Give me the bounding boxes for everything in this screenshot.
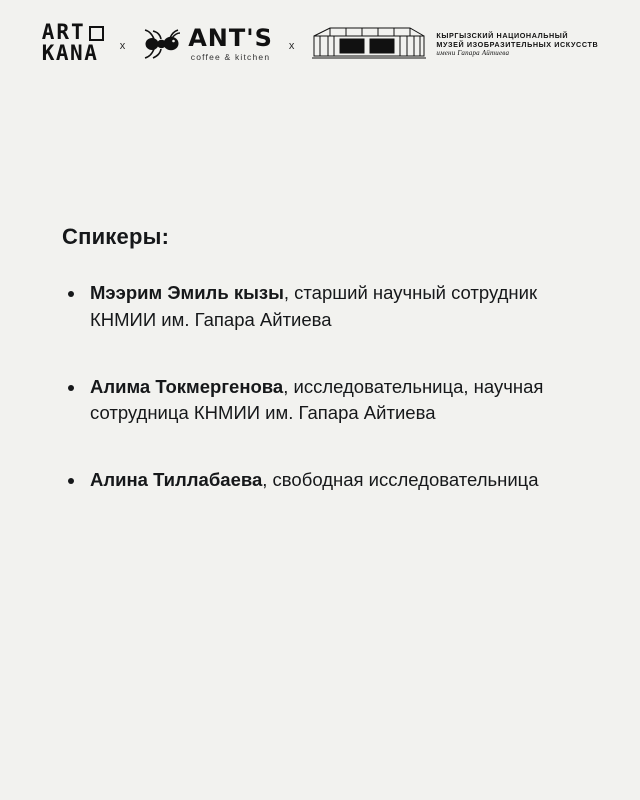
museum-logo [310, 22, 598, 66]
square-glyph-icon [89, 26, 104, 41]
artkana-line2-text: KANA [41, 41, 99, 65]
list-item [62, 374, 596, 428]
museum-line3: имени Гапара Айтиева [436, 48, 510, 57]
speaker-role: , старший научный сотрудник КНМИИ им. Гапара Айтиева [90, 282, 538, 330]
page-title: Спикеры: [62, 224, 170, 249]
speaker-role: , исследовательница, научная сотрудница КНМИИ им. Гапара Айтиева [90, 375, 544, 424]
ants-tagline: coffee & kitchen [190, 52, 271, 63]
ants-logo [141, 26, 273, 62]
museum-line2: МУЗЕЙ ИЗОБРАЗИТЕЛЬНЫХ ИСКУССТВ [436, 39, 599, 49]
speakers-list [62, 280, 596, 494]
speaker-name: Алина Тиллабаева [90, 469, 263, 491]
museum-wordmark [436, 31, 598, 58]
logo-separator-2: x [288, 40, 295, 52]
list-item [62, 467, 596, 494]
ants-name: ANT'S [188, 24, 273, 53]
list-item [62, 280, 596, 334]
museum-building-icon [310, 22, 428, 66]
speaker-role: , свободная исследовательница [262, 469, 539, 491]
speaker-name: Мээрим Эмиль кызы [90, 282, 284, 303]
logo-separator-1: x [119, 40, 126, 52]
ants-wordmark [188, 26, 273, 62]
artkana-line1 [41, 19, 104, 44]
museum-line1: КЫРГЫЗСКИЙ НАЦИОНАЛЬНЫЙ [436, 30, 569, 40]
logo-bar [0, 0, 640, 66]
ant-icon [141, 27, 181, 61]
main-content [0, 66, 640, 494]
artkana-logo [41, 19, 104, 65]
speaker-name: Алима Токмергенова [90, 375, 284, 397]
artkana-line1-text: ART [41, 19, 86, 44]
